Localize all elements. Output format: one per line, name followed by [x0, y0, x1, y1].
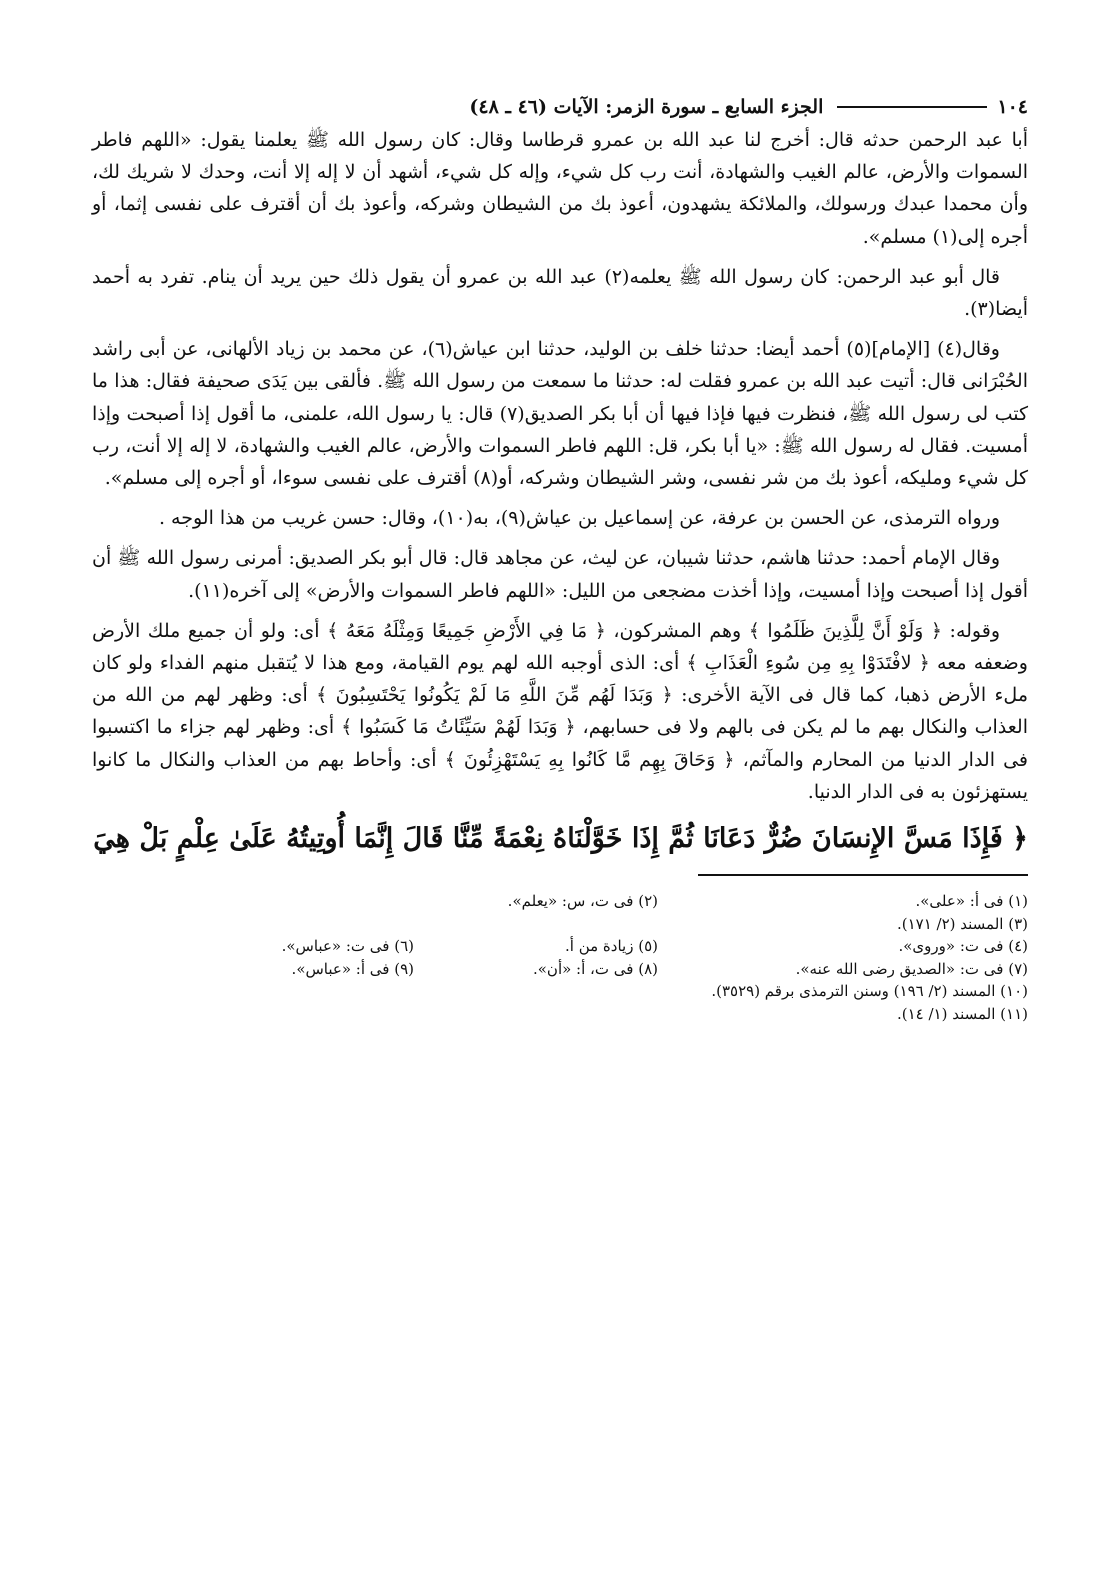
main-text — [92, 124, 1028, 808]
footnote: (٥) زيادة من أ. — [565, 937, 658, 956]
footnote-row — [92, 958, 1028, 981]
footnote: (٨) فى ت، أ: «أن». — [532, 959, 658, 978]
footnote-row — [92, 890, 1028, 913]
footnote-row — [92, 1003, 1028, 1026]
footnote: (٩) فى أ: «عباس». — [291, 959, 414, 978]
footnote-row — [92, 980, 1028, 1003]
footnotes — [92, 890, 1028, 1025]
running-header — [92, 90, 1028, 124]
footnote-row — [92, 935, 1028, 958]
footnote: (٦) فى ت: «عباس». — [281, 937, 414, 956]
footnote: (١) فى أ: «على». — [915, 892, 1028, 911]
paragraph: قال أبو عبد الرحمن: كان رسول الله ﷺ يعلمه(٢) عبد الله بن عمرو أن يقول ذلك حين يريد أن ينام. تفرد به أحمد أيضا(٣). — [92, 265, 1028, 321]
footnote-rule — [698, 874, 1028, 876]
header-rule — [837, 106, 987, 108]
paragraph: وقوله: ﴿ وَلَوْ أَنَّ لِلَّذِينَ ظَلَمُوا ﴾ وهم المشركون، ﴿ مَا فِي الأَرْضِ جَمِيعًا وَمِثْلَهُ مَعَهُ ﴾ أى: ولو أن جميع ملك الأرض وضعفه معه ﴿ لافْتَدَوْا بِهِ مِن سُوءِ الْعَذَابِ ﴾ أى: الذى أوجبه الله لهم يوم القيامة، ومع هذا لا يُتقبل منهم الفداء ولو كان ملء الأرض ذهبا، كما قال فى الآية الأخرى: ﴿ وَبَدَا لَهُم مِّنَ اللَّهِ مَا لَمْ يَكُونُوا يَحْتَسِبُونَ ﴾ أى: وظهر لهم من الله من العذاب والنكال بهم ما لم يكن فى بالهم ولا فى حسابهم، ﴿ وَبَدَا لَهُمْ سَيِّئَاتُ مَا كَسَبُوا ﴾ أى: وظهر لهم جزاء ما اكتسبوا فى الدار الدنيا من المحارم والمآثم، ﴿ وَحَاقَ بِهِم مَّا كَانُوا بِهِ يَسْتَهْزِئُونَ ﴾ أى: وأحاط بهم من العذاب والنكال ما كانوا يستهزئون به فى الدار الدنيا. — [92, 619, 1028, 803]
footnote: (٤) فى ت: «وروى». — [898, 937, 1028, 956]
paragraph: وقال(٤) [الإمام](٥) أحمد أيضا: حدثنا خلف بن الوليد، حدثنا ابن عياش(٦)، عن محمد بن زياد الألهانى، عن أبى راشد الحُبْرَانى قال: أتيت عبد الله بن عمرو فقلت له: حدثنا ما سمعت من رسول الله ﷺ. فألقى بين يَدَى صحيفة فقال: هذا ما كتب لى رسول الله ﷺ، فنظرت فيها فإذا فيها أن أبا بكر الصديق(٧) قال: يا رسول الله، علمنى، ما أقول إذا أصبحت وإذا أمسيت. فقال له رسول الله ﷺ: «يا أبا بكر، قل: اللهم فاطر السموات والأرض، عالم الغيب والشهادة، لا إله إلا أنت، رب كل شيء ومليكه، أعوذ بك من شر نفسى، وشر الشيطان وشركه، أو(٨) أقترف على نفسى سوءا، أو أجره إلى مسلم». — [92, 338, 1029, 490]
paragraph: أبا عبد الرحمن حدثه قال: أخرج لنا عبد الله بن عمرو قرطاسا وقال: كان رسول الله ﷺ يعلمنا يقول: «اللهم فاطر السموات والأرض، عالم الغيب والشهادة، أنت رب كل شيء، وإله كل شيء، أشهد أن لا إله إلا أنت، وحدك لا شريك لك، وأن محمدا عبدك ورسولك، والملائكة يشهدون، أعوذ بك من الشيطان وشركه، وأعوذ بك أن أقترف على نفسى إثما، أو أجره إلى(١) مسلم». — [92, 129, 1028, 248]
book-page — [92, 90, 1028, 1025]
footnote: (٧) فى ت: «الصديق رضى الله عنه». — [795, 959, 1028, 978]
page-number: ١٠٤ — [997, 96, 1028, 118]
footnote: (١٠) المسند (٢/ ١٩٦) وسنن الترمذى برقم (٣٥٢٩). — [711, 982, 1028, 1001]
header-title: الجزء السابع ـ سورة الزمر: الآيات (٤٦ ـ ٤٨) — [469, 96, 824, 118]
footnote: (١١) المسند (١/ ١٤). — [896, 1004, 1028, 1023]
quran-verse: ﴿ فَإِذَا مَسَّ الإِنسَانَ ضُرٌّ دَعَانَا ثُمَّ إِذَا خَوَّلْنَاهُ نِعْمَةً مِّنَّا قَالَ إِنَّمَا أُوتِيتُهُ عَلَىٰ عِلْمٍ بَلْ هِيَ — [93, 823, 1028, 855]
paragraph: وقال الإمام أحمد: حدثنا هاشم، حدثنا شيبان، عن ليث، عن مجاهد قال: قال أبو بكر الصديق: أمرنى رسول الله ﷺ أن أقول إذا أصبحت وإذا أمسيت، وإذا أخذت مضجعى من الليل: «اللهم فاطر السموات والأرض» إلى آخره(١١). — [92, 547, 1028, 602]
paragraph: ورواه الترمذى، عن الحسن بن عرفة، عن إسماعيل بن عياش(٩)، به(١٠)، وقال: حسن غريب من هذا الوجه . — [158, 507, 1000, 530]
footnote: (٣) المسند (٢/ ١٧١). — [896, 914, 1028, 933]
footnote-row — [92, 913, 1028, 936]
footnote: (٢) فى ت، س: «يعلم». — [507, 892, 658, 911]
